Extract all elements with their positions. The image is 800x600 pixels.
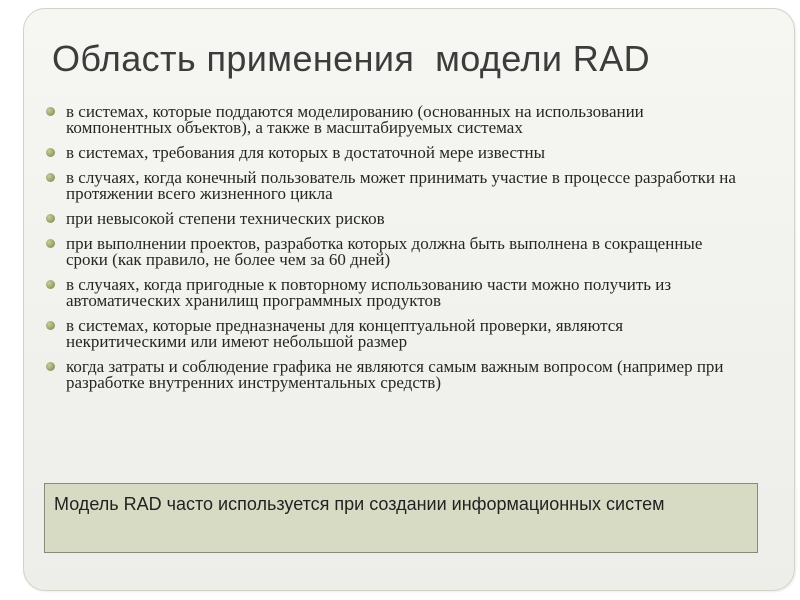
bullet-text: в случаях, когда конечный пользователь может принимать участие в процессе разработки на протяжении всего жизненного цикла	[66, 168, 736, 203]
bullet-item	[44, 277, 744, 309]
note-text: Модель RAD часто используется при создании информационных систем	[54, 494, 665, 514]
bullet-text: когда затраты и соблюдение графика не являются самым важным вопросом (например при разработке внутренних инструментальных средств)	[66, 357, 724, 392]
bullet-dot-icon	[46, 321, 55, 330]
bullet-dot-icon	[46, 362, 55, 371]
bullet-text: при выполнении проектов, разработка которых должна быть выполнена в сокращенные сроки (как правило, не более чем за 60 дней)	[66, 234, 703, 269]
bullet-dot-icon	[46, 107, 55, 116]
bullet-dot-icon	[46, 173, 55, 182]
bullet-item	[44, 318, 744, 350]
bullet-item	[44, 145, 744, 161]
bullet-item	[44, 211, 744, 227]
bullet-text: при невысокой степени технических рисков	[66, 209, 385, 228]
bullet-dot-icon	[46, 148, 55, 157]
bullet-item	[44, 170, 744, 202]
bullet-item	[44, 236, 744, 268]
bullet-dot-icon	[46, 239, 55, 248]
bullet-text: в случаях, когда пригодные к повторному использованию части можно получить из автоматических хранилищ программных продуктов	[66, 275, 672, 310]
bullet-text: в системах, которые поддаются моделированию (основанных на использовании компонентных объектов), а также в масштабируемых системах	[66, 102, 644, 137]
slide-title: Область применения модели RAD	[52, 38, 651, 79]
bullet-dot-icon	[46, 214, 55, 223]
note-box	[44, 483, 758, 553]
bullet-text: в системах, требования для которых в достаточной мере известны	[66, 143, 546, 162]
bullet-item	[44, 104, 744, 136]
bullet-text: в системах, которые предназначены для концептуальной проверки, являются некритическими или имеют небольшой размер	[66, 316, 624, 351]
bullet-item	[44, 359, 744, 391]
bullet-dot-icon	[46, 280, 55, 289]
bullet-list	[44, 104, 744, 400]
